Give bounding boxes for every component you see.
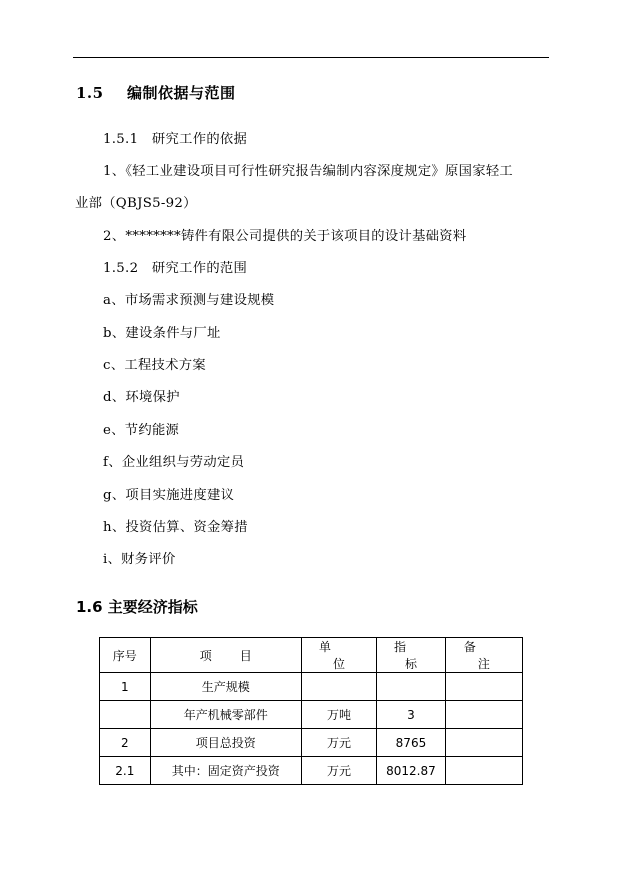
cell-index: 2.1 — [100, 757, 151, 785]
scope-item: h、投资估算、资金筹措 — [103, 520, 248, 535]
scope-item: c、工程技术方案 — [103, 358, 206, 373]
cell-indicator: 8765 — [377, 729, 446, 757]
cell-unit: 万吨 — [301, 701, 376, 729]
header-rule — [73, 57, 549, 58]
cell-index: 1 — [100, 673, 151, 701]
cell-indicator: 3 — [377, 701, 446, 729]
scope-item: i、财务评价 — [103, 552, 176, 567]
header-item: 项目 — [150, 638, 301, 673]
table-row — [100, 757, 523, 785]
economic-indicators-table — [99, 637, 523, 785]
cell-unit: 万元 — [301, 757, 376, 785]
table-header-row — [100, 638, 523, 673]
basis-item-2: 2、********铸件有限公司提供的关于该项目的设计基础资料 — [103, 229, 467, 244]
header-index: 序号 — [100, 638, 151, 673]
scope-item: a、市场需求预测与建设规模 — [103, 293, 275, 308]
header-unit: 单位 — [301, 638, 376, 673]
cell-unit: 万元 — [301, 729, 376, 757]
scope-item: e、节约能源 — [103, 423, 180, 438]
cell-index — [100, 701, 151, 729]
header-indicator: 指标 — [377, 638, 446, 673]
cell-item: 项目总投资 — [150, 729, 301, 757]
section-number: 1.5 — [76, 84, 104, 102]
header-remark: 备注 — [445, 638, 522, 673]
section-title: 编制依据与范围 — [127, 84, 236, 102]
cell-indicator: 8012.87 — [377, 757, 446, 785]
scope-item: g、项目实施进度建议 — [103, 488, 235, 503]
cell-unit — [301, 673, 376, 701]
cell-item: 年产机械零部件 — [150, 701, 301, 729]
cell-remark — [445, 729, 522, 757]
table-row — [100, 673, 523, 701]
basis-item-1-line1: 1、《轻工业建设项目可行性研究报告编制内容深度规定》原国家轻工 — [103, 164, 514, 179]
cell-remark — [445, 701, 522, 729]
scope-item: b、建设条件与厂址 — [103, 326, 221, 341]
section-heading-1-5 — [76, 82, 236, 103]
table-row — [100, 701, 523, 729]
cell-index: 2 — [100, 729, 151, 757]
cell-remark — [445, 757, 522, 785]
section-heading-1-6: 1.6 主要经济指标 — [76, 598, 198, 616]
cell-indicator — [377, 673, 446, 701]
subsection-heading-1-5-1: 1.5.1 研究工作的依据 — [103, 132, 248, 147]
cell-remark — [445, 673, 522, 701]
table-row — [100, 729, 523, 757]
subsection-heading-1-5-2: 1.5.2 研究工作的范围 — [103, 261, 248, 276]
basis-item-1-line2: 业部（QBJS5-92） — [75, 196, 197, 211]
scope-item: f、企业组织与劳动定员 — [103, 455, 245, 470]
scope-item: d、环境保护 — [103, 390, 180, 405]
cell-item: 其中：固定资产投资 — [150, 757, 301, 785]
cell-item: 生产规模 — [150, 673, 301, 701]
